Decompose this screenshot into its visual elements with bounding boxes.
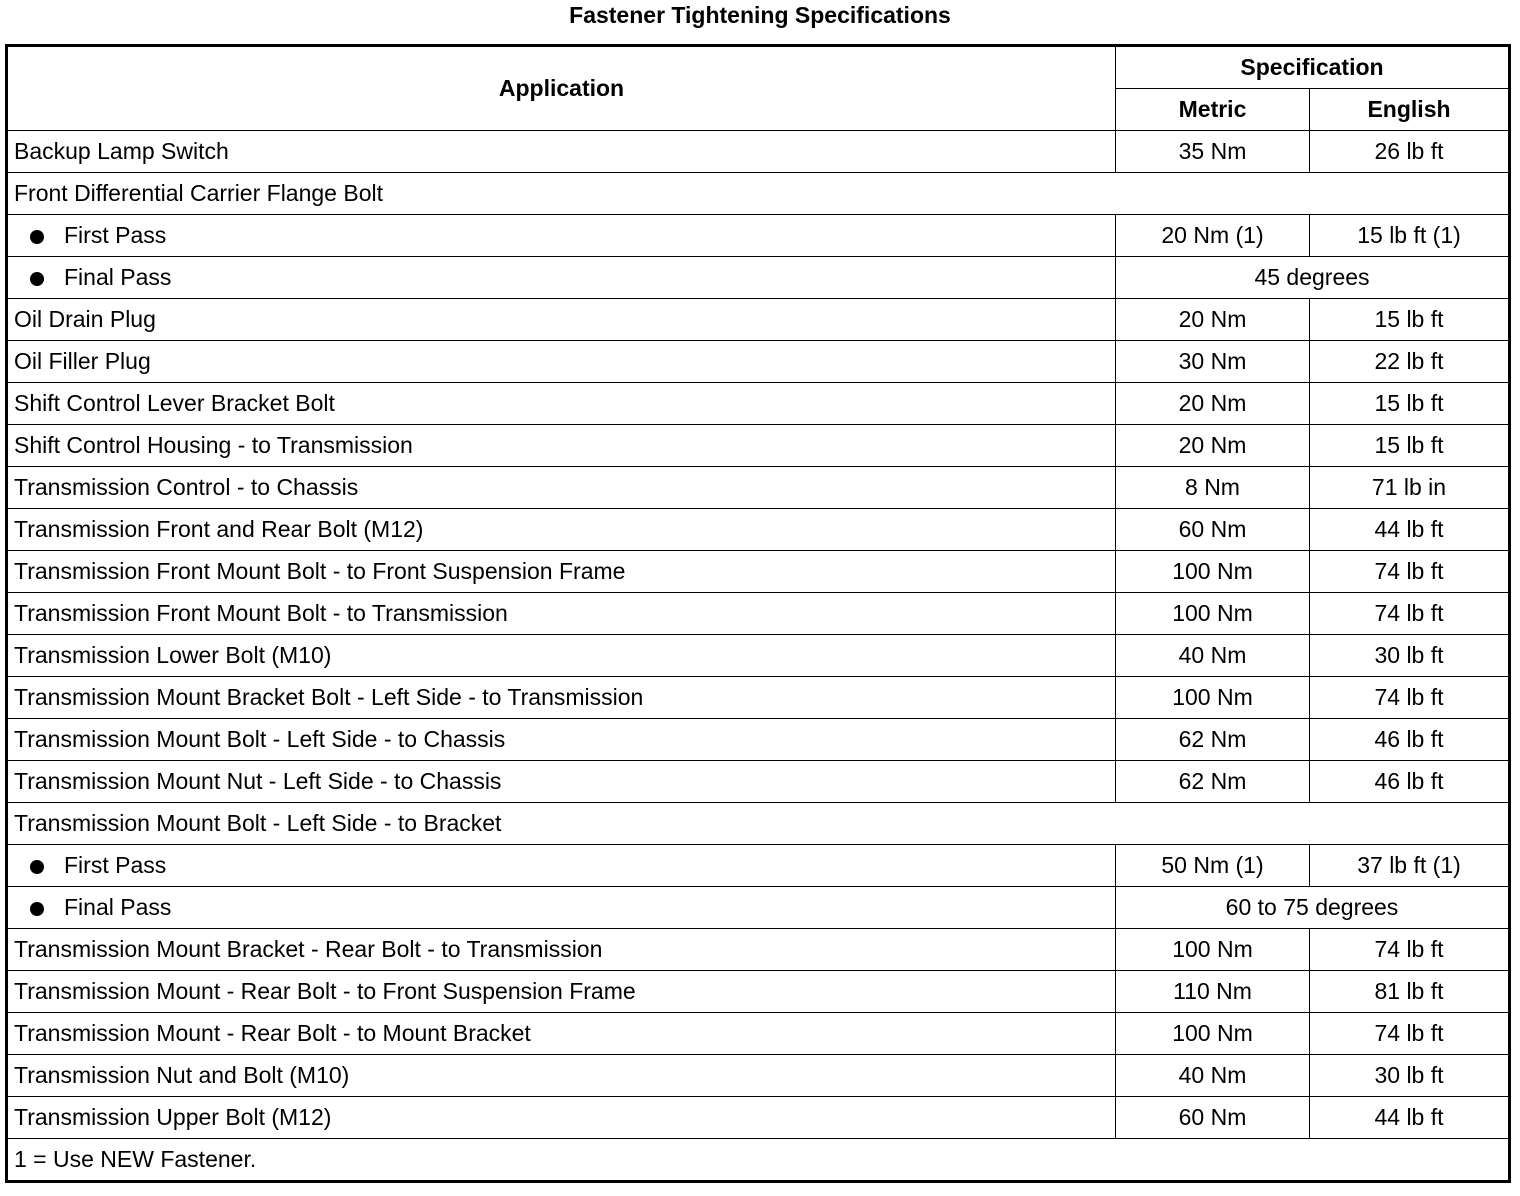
application-cell: Transmission Mount Bracket Bolt - Left Side - to Transmission (7, 677, 1116, 719)
sub-application-cell (7, 887, 1116, 929)
group-heading-cell: Transmission Mount Bolt - Left Side - to Bracket (7, 803, 1510, 845)
table-row (7, 677, 1510, 719)
spec-span-cell: 60 to 75 degrees (1116, 887, 1510, 929)
table-row (7, 509, 1510, 551)
english-cell: 22 lb ft (1310, 341, 1510, 383)
metric-cell: 20 Nm (1116, 425, 1310, 467)
metric-cell: 20 Nm (1116, 299, 1310, 341)
english-cell: 15 lb ft (1310, 383, 1510, 425)
bullet-icon (30, 902, 44, 916)
table-row (7, 971, 1510, 1013)
table-row (7, 341, 1510, 383)
application-cell: Transmission Mount - Rear Bolt - to Front Suspension Frame (7, 971, 1116, 1013)
english-cell: 15 lb ft (1310, 299, 1510, 341)
group-heading-cell: Front Differential Carrier Flange Bolt (7, 173, 1510, 215)
sub-application-label: Final Pass (64, 894, 172, 920)
application-cell: Transmission Front and Rear Bolt (M12) (7, 509, 1116, 551)
application-cell: Transmission Lower Bolt (M10) (7, 635, 1116, 677)
metric-cell: 100 Nm (1116, 1013, 1310, 1055)
sub-application-label: First Pass (64, 852, 167, 878)
table-row (7, 1097, 1510, 1139)
metric-cell: 110 Nm (1116, 971, 1310, 1013)
application-cell: Oil Drain Plug (7, 299, 1116, 341)
bullet-icon (30, 860, 44, 874)
metric-cell: 40 Nm (1116, 635, 1310, 677)
metric-cell: 100 Nm (1116, 551, 1310, 593)
table-row (7, 383, 1510, 425)
english-cell: 74 lb ft (1310, 929, 1510, 971)
sub-application-cell (7, 215, 1116, 257)
metric-cell: 40 Nm (1116, 1055, 1310, 1097)
table-row (7, 425, 1510, 467)
metric-cell: 30 Nm (1116, 341, 1310, 383)
english-cell: 46 lb ft (1310, 719, 1510, 761)
english-cell: 44 lb ft (1310, 1097, 1510, 1139)
table-row (7, 719, 1510, 761)
metric-cell: 8 Nm (1116, 467, 1310, 509)
application-cell: Shift Control Housing - to Transmission (7, 425, 1116, 467)
english-cell: 44 lb ft (1310, 509, 1510, 551)
english-cell: 74 lb ft (1310, 593, 1510, 635)
application-cell: Transmission Control - to Chassis (7, 467, 1116, 509)
english-cell: 37 lb ft (1) (1310, 845, 1510, 887)
spec-span-cell: 45 degrees (1116, 257, 1510, 299)
sub-application-cell (7, 845, 1116, 887)
table-row (7, 215, 1510, 257)
header-application: Application (7, 46, 1116, 131)
application-cell: Backup Lamp Switch (7, 131, 1116, 173)
header-english: English (1310, 89, 1510, 131)
metric-cell: 100 Nm (1116, 593, 1310, 635)
table-row (7, 845, 1510, 887)
english-cell: 30 lb ft (1310, 635, 1510, 677)
table-row (7, 887, 1510, 929)
english-cell: 26 lb ft (1310, 131, 1510, 173)
application-cell: Transmission Nut and Bolt (M10) (7, 1055, 1116, 1097)
english-cell: 15 lb ft (1) (1310, 215, 1510, 257)
metric-cell: 100 Nm (1116, 677, 1310, 719)
metric-cell: 62 Nm (1116, 719, 1310, 761)
sub-application-cell (7, 257, 1116, 299)
sub-application-label: First Pass (64, 222, 167, 248)
table-row (7, 173, 1510, 215)
application-cell: Transmission Mount Bracket - Rear Bolt - to Transmission (7, 929, 1116, 971)
application-cell: Transmission Upper Bolt (M12) (7, 1097, 1116, 1139)
english-cell: 15 lb ft (1310, 425, 1510, 467)
table-row (7, 131, 1510, 173)
application-cell: Transmission Mount Nut - Left Side - to Chassis (7, 761, 1116, 803)
application-cell: Transmission Front Mount Bolt - to Transmission (7, 593, 1116, 635)
english-cell: 71 lb in (1310, 467, 1510, 509)
application-cell: Transmission Mount - Rear Bolt - to Mount Bracket (7, 1013, 1116, 1055)
table-header (7, 46, 1510, 131)
metric-cell: 50 Nm (1) (1116, 845, 1310, 887)
application-cell: Transmission Mount Bolt - Left Side - to Chassis (7, 719, 1116, 761)
metric-cell: 20 Nm (1) (1116, 215, 1310, 257)
table-row (7, 761, 1510, 803)
application-cell: Shift Control Lever Bracket Bolt (7, 383, 1116, 425)
metric-cell: 20 Nm (1116, 383, 1310, 425)
table-row (7, 257, 1510, 299)
english-cell: 74 lb ft (1310, 551, 1510, 593)
table-row (7, 299, 1510, 341)
table-row (7, 929, 1510, 971)
bullet-icon (30, 230, 44, 244)
metric-cell: 60 Nm (1116, 1097, 1310, 1139)
table-row (7, 803, 1510, 845)
table-row (7, 635, 1510, 677)
metric-cell: 60 Nm (1116, 509, 1310, 551)
table-row (7, 467, 1510, 509)
sub-application-label: Final Pass (64, 264, 172, 290)
english-cell: 74 lb ft (1310, 1013, 1510, 1055)
table-body (7, 131, 1510, 1139)
metric-cell: 100 Nm (1116, 929, 1310, 971)
table-row (7, 593, 1510, 635)
table-row (7, 1013, 1510, 1055)
metric-cell: 62 Nm (1116, 761, 1310, 803)
application-cell: Oil Filler Plug (7, 341, 1116, 383)
spec-table (5, 44, 1511, 1183)
header-metric: Metric (1116, 89, 1310, 131)
english-cell: 46 lb ft (1310, 761, 1510, 803)
bullet-icon (30, 272, 44, 286)
table-row (7, 551, 1510, 593)
table-row (7, 1055, 1510, 1097)
application-cell: Transmission Front Mount Bolt - to Front Suspension Frame (7, 551, 1116, 593)
metric-cell: 35 Nm (1116, 131, 1310, 173)
footnote: 1 = Use NEW Fastener. (7, 1139, 1510, 1182)
header-specification: Specification (1116, 46, 1510, 89)
english-cell: 74 lb ft (1310, 677, 1510, 719)
english-cell: 30 lb ft (1310, 1055, 1510, 1097)
page-title: Fastener Tightening Specifications (569, 2, 951, 28)
english-cell: 81 lb ft (1310, 971, 1510, 1013)
